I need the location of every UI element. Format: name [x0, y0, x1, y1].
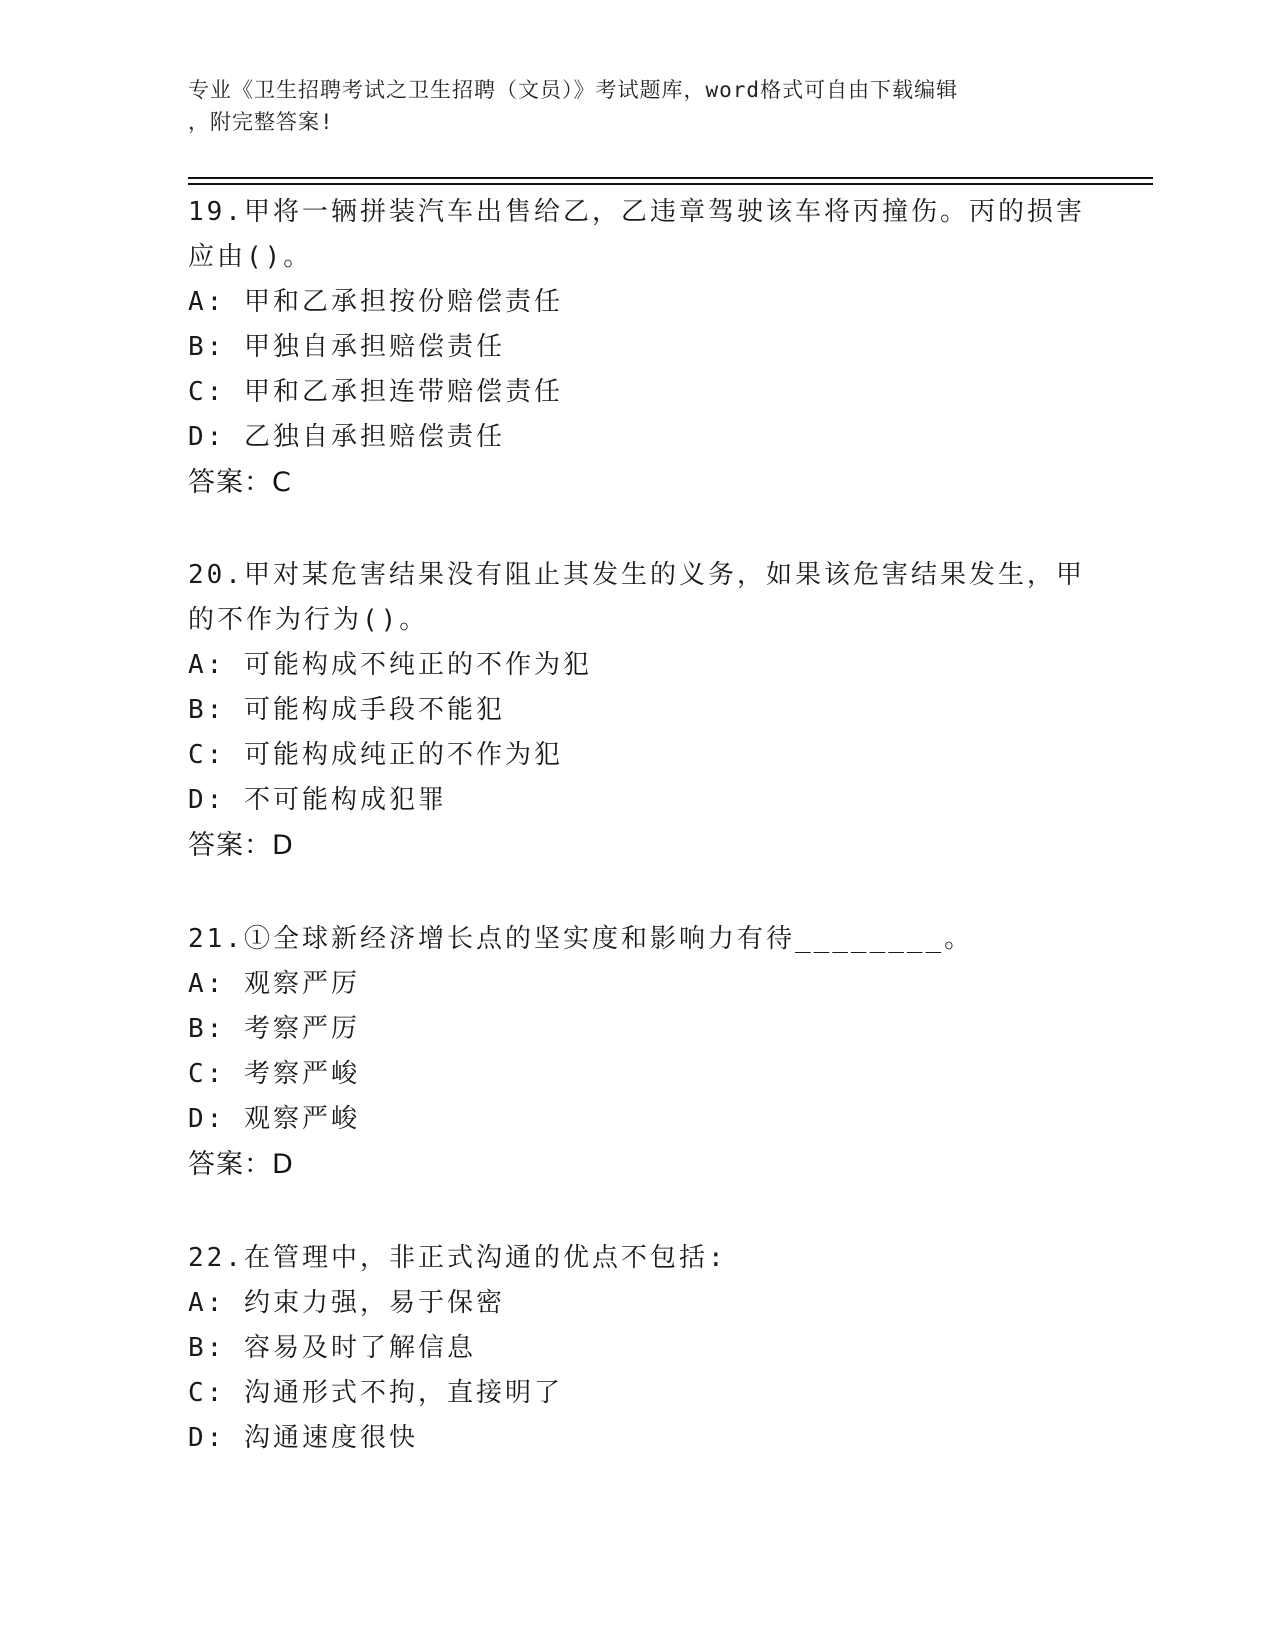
option-d: D: 不可能构成犯罪 — [188, 785, 447, 815]
question-text: 20.甲对某危害结果没有阻止其发生的义务，如果该危害结果发生，甲的不作为行为()。 — [188, 560, 1085, 635]
question-text: 21.①全球新经济增长点的坚实度和影响力有待________。 — [188, 924, 974, 954]
question-22 — [188, 1236, 1088, 1461]
option-d: D: 沟通速度很快 — [188, 1423, 418, 1453]
option-d: D: 观察严峻 — [188, 1104, 360, 1134]
answer-line: 答案：C — [188, 467, 292, 498]
option-d: D: 乙独自承担赔偿责任 — [188, 422, 505, 452]
question-20 — [188, 553, 1088, 868]
question-19 — [188, 190, 1088, 505]
document-header — [188, 74, 1068, 138]
answer-line: 答案：D — [188, 1149, 294, 1180]
option-a: A: 观察严厉 — [188, 969, 360, 999]
question-text: 22.在管理中，非正式沟通的优点不包括: — [188, 1243, 727, 1273]
header-line-1: 专业《卫生招聘考试之卫生招聘（文员）》考试题库，word格式可自由下载编辑 — [188, 78, 959, 102]
header-divider-top — [188, 177, 1153, 179]
option-a: A: 甲和乙承担按份赔偿责任 — [188, 287, 563, 317]
header-line-2: ，附完整答案! — [188, 110, 334, 134]
option-c: C: 可能构成纯正的不作为犯 — [188, 740, 563, 770]
option-a: A: 可能构成不纯正的不作为犯 — [188, 650, 592, 680]
option-b: B: 考察严厉 — [188, 1014, 360, 1044]
question-21 — [188, 917, 1088, 1187]
option-c: C: 沟通形式不拘，直接明了 — [188, 1378, 563, 1408]
header-divider-bottom — [188, 183, 1153, 185]
question-text: 19.甲将一辆拼装汽车出售给乙，乙违章驾驶该车将丙撞伤。丙的损害应由()。 — [188, 197, 1085, 272]
option-a: A: 约束力强，易于保密 — [188, 1288, 505, 1318]
option-b: B: 甲独自承担赔偿责任 — [188, 332, 505, 362]
option-b: B: 容易及时了解信息 — [188, 1333, 476, 1363]
option-c: C: 甲和乙承担连带赔偿责任 — [188, 377, 563, 407]
option-c: C: 考察严峻 — [188, 1059, 360, 1089]
option-b: B: 可能构成手段不能犯 — [188, 695, 505, 725]
answer-line: 答案：D — [188, 830, 294, 861]
